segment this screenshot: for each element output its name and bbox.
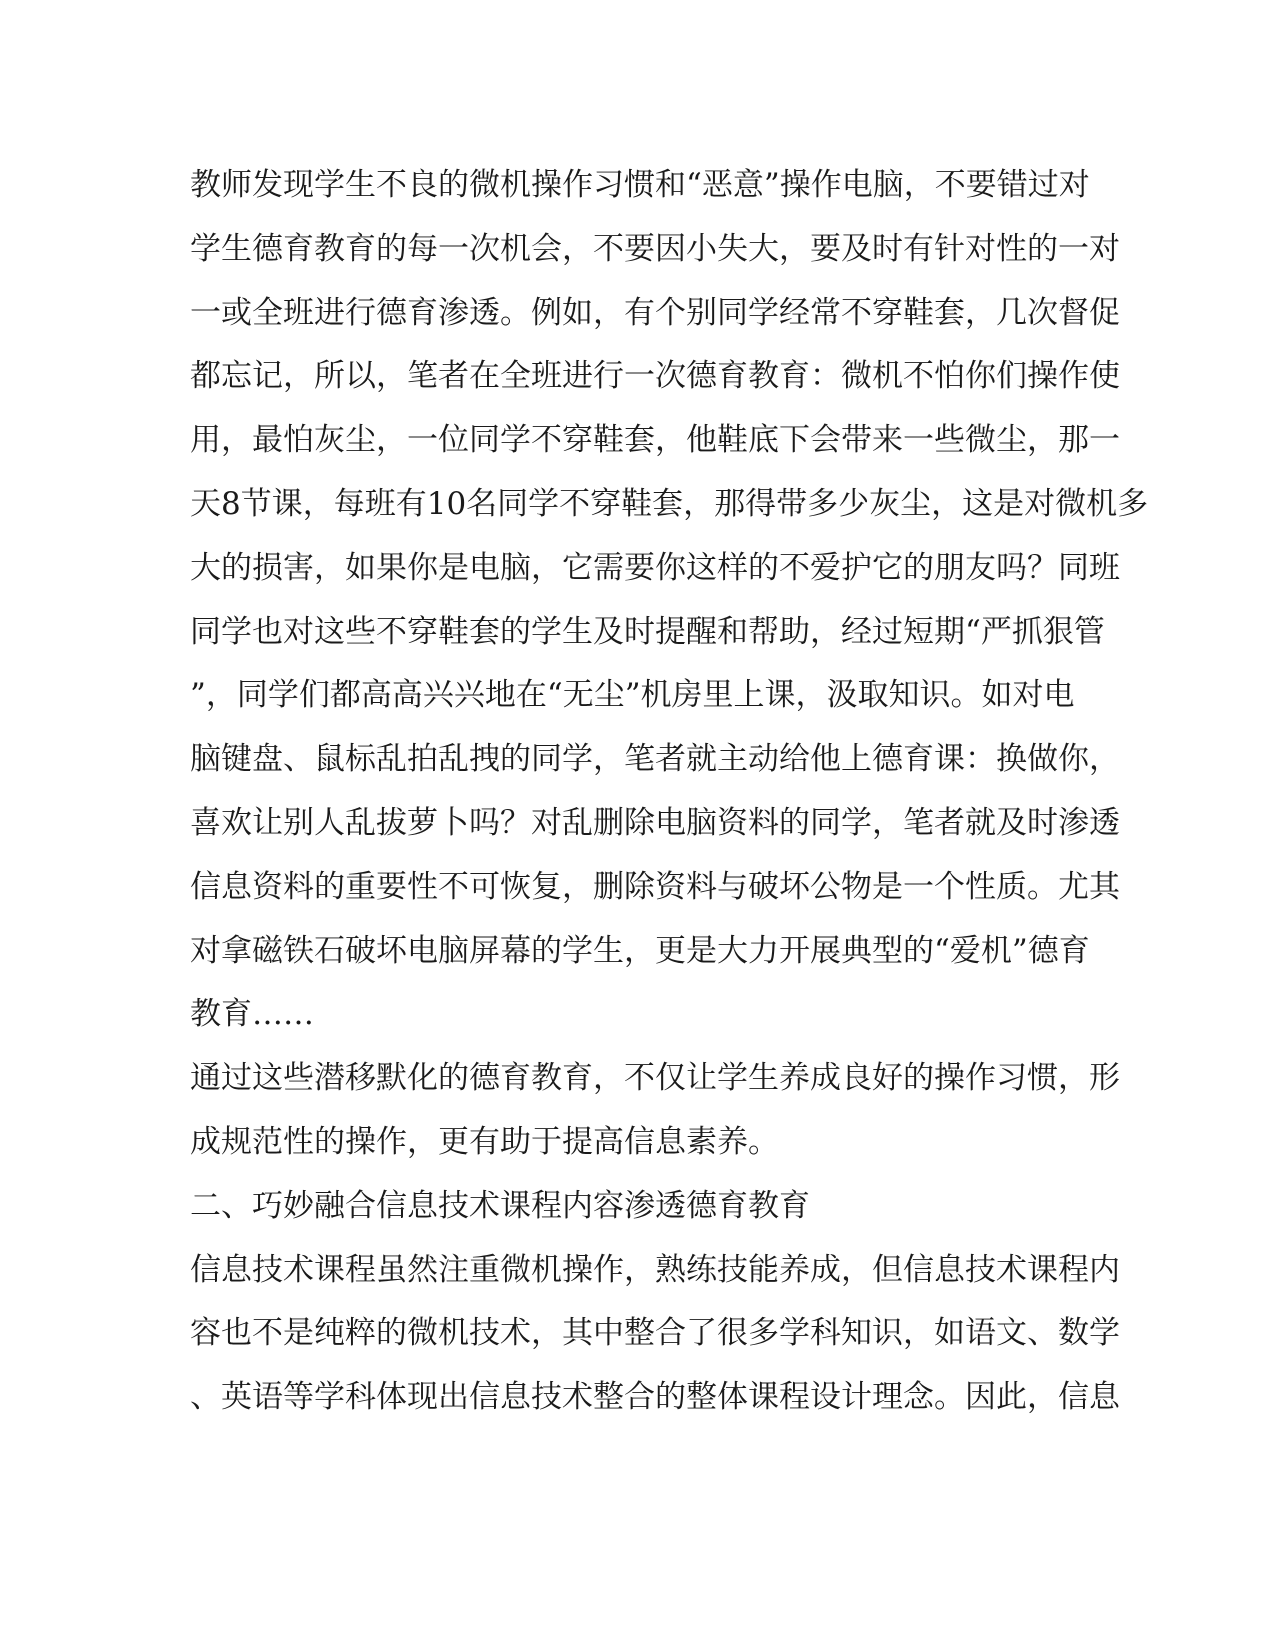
text-line: 、英语等学科体现出信息技术整合的整体课程设计理念。因此，信息 [190, 1379, 1120, 1416]
text-line: 大的损害，如果你是电脑，它需要你这样的不爱护它的朋友吗？同班 [190, 549, 1120, 586]
text-line: 教育…… [190, 996, 314, 1033]
body-text [190, 154, 1149, 1430]
text-line: 对拿磁铁石破坏电脑屏幕的学生，更是大力开展典型的“爱机”德育 [190, 932, 1090, 969]
text-line: 容也不是纯粹的微机技术，其中整合了很多学科知识，如语文、数学 [190, 1315, 1120, 1352]
text-line: 信息技术课程虽然注重微机操作，熟练技能养成，但信息技术课程内 [190, 1251, 1120, 1288]
text-line: 信息资料的重要性不可恢复，删除资料与破坏公物是一个性质。尤其 [190, 868, 1120, 905]
text-line: 都忘记，所以，笔者在全班进行一次德育教育：微机不怕你们操作使 [190, 358, 1120, 395]
text-line: 用，最怕灰尘，一位同学不穿鞋套，他鞋底下会带来一些微尘，那一 [190, 422, 1120, 459]
text-line: 学生德育教育的每一次机会，不要因小失大，要及时有针对性的一对 [190, 230, 1120, 267]
text-line: 脑键盘、鼠标乱拍乱拽的同学，笔者就主动给他上德育课：换做你， [190, 741, 1120, 778]
section-heading: 二、巧妙融合信息技术课程内容渗透德育教育 [190, 1187, 810, 1224]
text-line: 天8节课，每班有10名同学不穿鞋套，那得带多少灰尘，这是对微机多 [190, 485, 1149, 522]
text-line: 成规范性的操作，更有助于提高信息素养。 [190, 1123, 779, 1160]
text-line: 一或全班进行德育渗透。例如，有个别同学经常不穿鞋套，几次督促 [190, 294, 1120, 331]
text-line: 教师发现学生不良的微机操作习惯和“恶意”操作电脑，不要错过对 [190, 167, 1090, 203]
text-line: 通过这些潜移默化的德育教育，不仅让学生养成良好的操作习惯，形 [190, 1060, 1120, 1097]
text-line: 同学也对这些不穿鞋套的学生及时提醒和帮助，经过短期“严抓狠管 [190, 613, 1105, 650]
text-line: ”，同学们都高高兴兴地在“无尘”机房里上课，汲取知识。如对电 [190, 677, 1075, 714]
text-line: 喜欢让别人乱拔萝卜吗？对乱删除电脑资料的同学，笔者就及时渗透 [190, 804, 1120, 841]
